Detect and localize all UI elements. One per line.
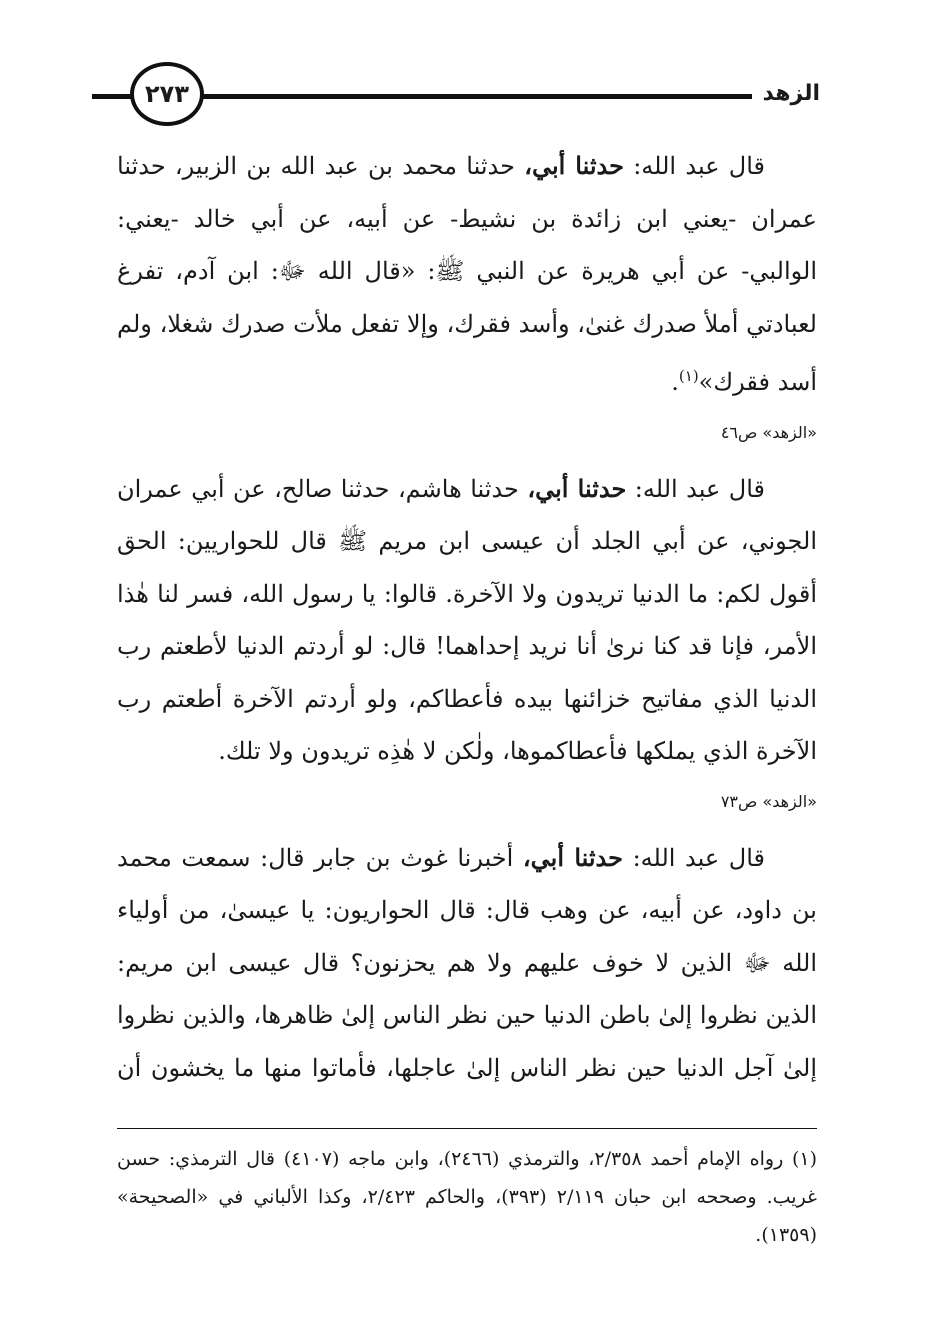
page-header bbox=[92, 62, 820, 132]
paragraph-bold: حدثنا أبي، bbox=[524, 151, 624, 180]
paragraph-bold: حدثنا أبي، bbox=[522, 842, 623, 872]
footnote-marker[interactable]: (١) bbox=[678, 367, 699, 385]
footnote-1: (١) رواه الإمام أحمد ٢/٣٥٨، والترمذي (٢٤٦٦)، وابن ماجه (٤١٠٧) قال الترمذي: حسن غريب. وصححه ابن حبان ٢/١١٩ (٣٩٣)، والحاكم ٢/٤٢٣، وكذا الألباني في «الصحيحة» (١٣٥٩). bbox=[117, 1148, 818, 1246]
paragraph-1 bbox=[117, 140, 817, 409]
source-reference-1: «الزهد» ص٤٦ bbox=[720, 422, 817, 442]
paragraph-intro: قال عبد الله: bbox=[626, 474, 766, 503]
paragraph-intro: قال عبد الله: bbox=[623, 152, 765, 180]
paragraph-3 bbox=[117, 832, 817, 1095]
source-reference-2: «الزهد» ص٧٣ bbox=[720, 791, 817, 811]
paragraph-intro: قال عبد الله: bbox=[622, 843, 766, 872]
running-title: الزهد bbox=[762, 81, 820, 106]
page-number: ٢٧٣ bbox=[145, 80, 189, 108]
header-rule bbox=[180, 94, 752, 99]
paragraph-text: أخبرنا غوث بن جابر قال: سمعت محمد بن داود، عن أبيه، عن وهب قال: قال الحواريون: يا عيسىٰ، من أولياء الله ﷻ الذين لا خوف عليهم ولا هم يحزنون؟ قال عيسى ابن مريم: الذين نظروا إلىٰ باطن الدنيا حين نظر الناس إلىٰ ظاهرها، والذين نظروا إلىٰ آجل الدنيا حين نظر الناس إلىٰ عاجلها، فأماتوا منها ما يخشون أن bbox=[117, 843, 817, 1082]
page-number-badge bbox=[130, 62, 204, 126]
main-text bbox=[117, 140, 817, 1094]
paragraph-2 bbox=[117, 463, 817, 778]
header-rule-left bbox=[92, 94, 134, 99]
paragraph-ending: . bbox=[671, 368, 679, 396]
paragraph-text: حدثنا هاشم، حدثنا صالح، عن أبي عمران الجوني، عن أبي الجلد أن عيسى ابن مريم ﷺ قال للحواريين: الحق أقول لكم: ما الدنيا تريدون ولا الآخرة. قالوا: يا رسول الله، فسر لنا هٰذا الأمر، فإنا قد كنا نرىٰ أنا نريد إحداهما! قال: لو أردتم الدنيا لأطعتم رب الدنيا الذي مفاتيح خزائنها بيده فأعطاكم، ولو أردتم الآخرة أطعتم رب الآخرة الذي يملكها فأعطاكموها، ولٰكن لا هٰذِه تريدون ولا تلك. bbox=[117, 474, 817, 765]
paragraph-bold: حدثنا أبي، bbox=[527, 473, 627, 503]
footnote-divider bbox=[117, 1128, 817, 1129]
paragraph-text: حدثنا محمد بن عبد الله بن الزبير، حدثنا عمران -يعني ابن زائدة بن نشيط- عن أبيه، عن أبي خالد -يعني: الوالبي- عن أبي هريرة عن النبي ﷺ: «قال الله ﷻ: ابن آدم، تفرغ لعبادتي أملأ صدرك غنىٰ، وأسد فقرك، وإلا تفعل ملأت صدرك شغلا، ولم أسد فقرك» bbox=[117, 152, 817, 396]
